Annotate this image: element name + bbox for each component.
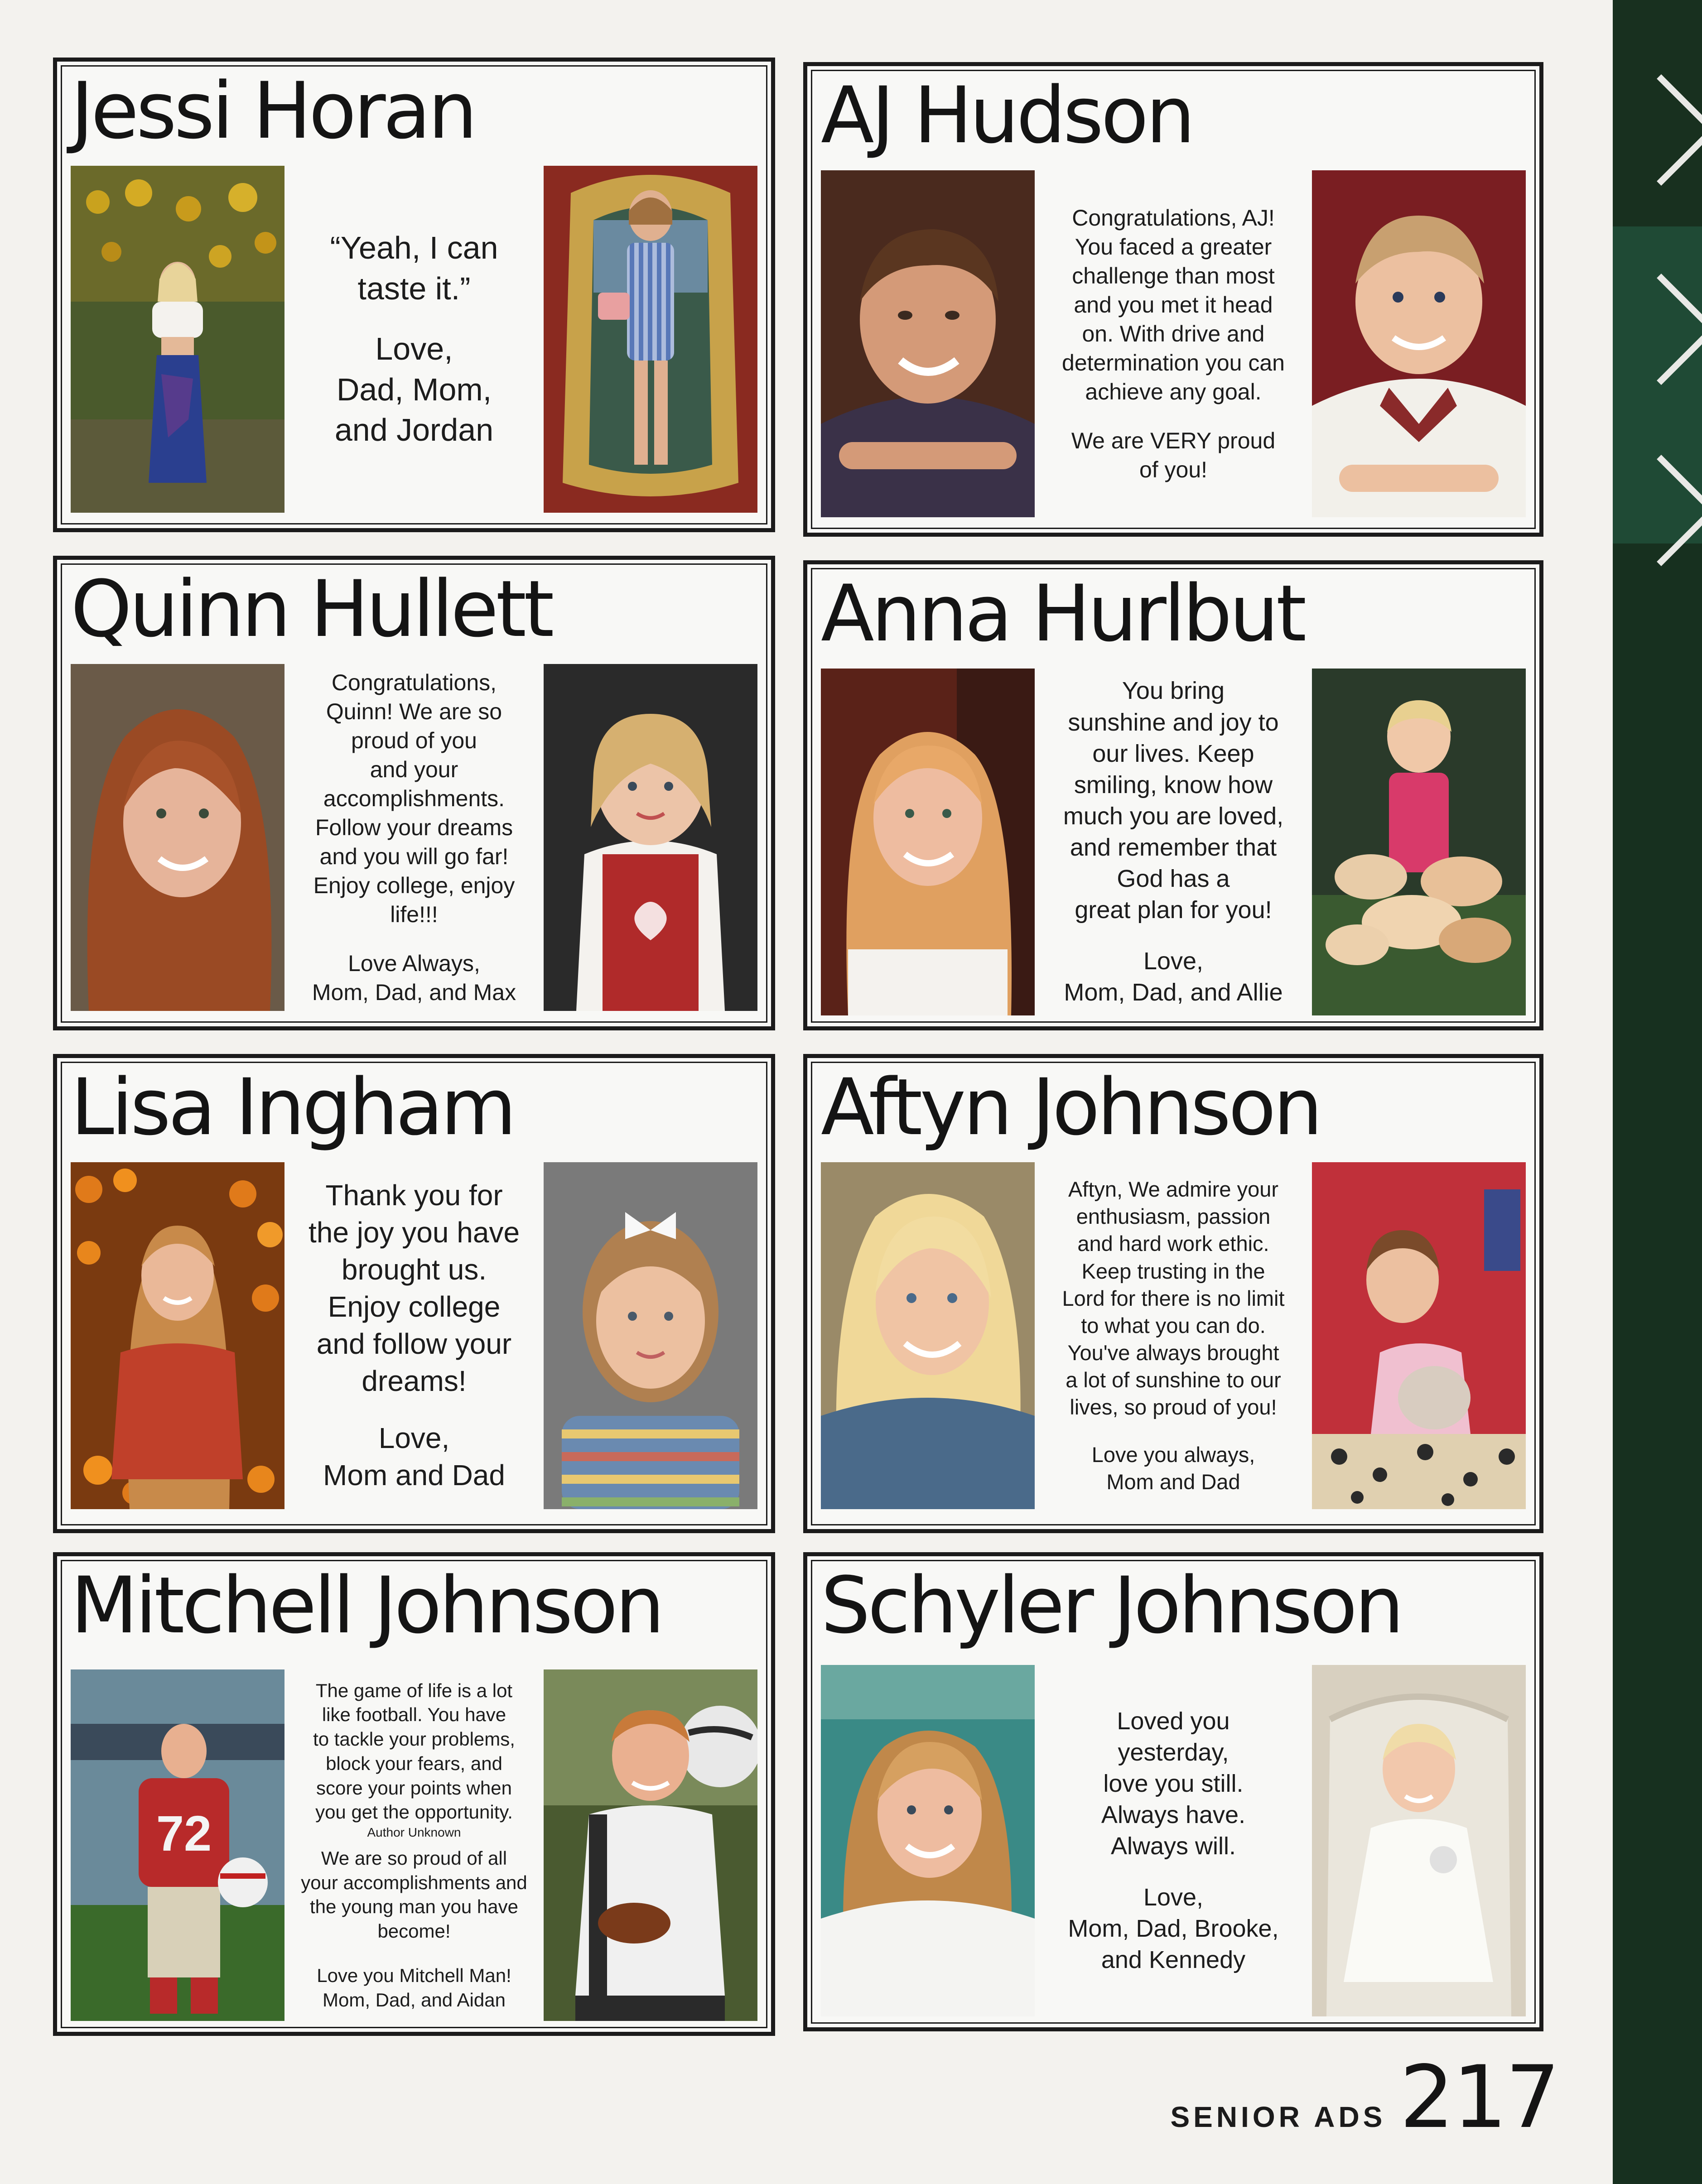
ad-message [1046,669,1300,1015]
ad-message [296,664,532,1011]
senior-photo [821,1162,1035,1509]
childhood-photo [544,1162,757,1509]
senior-name: Mitchell Johnson [71,1560,662,1651]
childhood-photo [1312,170,1526,517]
childhood-photo [1312,1665,1526,2016]
page-number: 217 [1399,2047,1558,2147]
message-signature: Love, Mom, Dad, Brooke, and Kennedy [1068,1884,1279,1974]
message-signature: Love Always, Mom, Dad, and Max [312,951,516,1005]
message-text: Aftyn, We admire your enthusiasm, passion and hard work ethic. Keep trusting in the Lord for there is no limit to what you can do. You've always brought a lot of sunshine to our lives, so proud of you! [1062,1177,1285,1419]
section-label: SENIOR ADS [1170,2101,1386,2133]
message-author: Author Unknown [367,1825,461,1840]
message-text-2: We are so proud of all your accomplishments and the young man you have become! [301,1847,527,1942]
message-text: Thank you for the joy you have brought us. Enjoy college and follow your dreams! [308,1179,520,1397]
senior-name: Quinn Hullett [71,563,552,654]
senior-ad-mitchell-johnson [53,1552,775,2036]
childhood-photo [1312,669,1526,1015]
message-text: You bring sunshine and joy to our lives. Keep smiling, know how much you are loved, and remember that God has a great plan for you! [1063,677,1284,924]
senior-photo [821,170,1035,517]
senior-photo [71,166,284,513]
message-signature: Love you always, Mom and Dad [1091,1442,1255,1494]
senior-name: AJ Hudson [821,70,1193,161]
senior-photo [71,664,284,1011]
senior-name: Aftyn Johnson [821,1062,1320,1153]
message-signature: Love, Dad, Mom, and Jordan [334,331,494,448]
senior-name: Schyler Johnson [821,1560,1402,1651]
book-spine [1613,0,1702,2184]
message-signature: We are VERY proud of you! [1071,428,1276,482]
message-signature: Love, Mom, Dad, and Allie [1064,948,1283,1006]
childhood-photo [544,664,757,1011]
ad-message [296,1669,532,2021]
senior-ad-aftyn-johnson [803,1054,1543,1533]
senior-photo [821,1665,1035,2016]
ad-message [1046,170,1300,517]
ad-message [1046,1162,1300,1509]
message-signature: Love, Mom and Dad [323,1421,505,1491]
jersey-number: 72 [156,1806,212,1862]
senior-ad-aj-hudson [803,62,1543,537]
senior-name: Jessi Horan [71,65,475,156]
senior-photo [821,669,1035,1015]
message-text: The game of life is a lot like football. You have to tackle your problems, block your fears, and score your points when you get the opportunity. [313,1679,515,1823]
senior-ad-quinn-hullett [53,556,775,1030]
senior-name: Lisa Ingham [71,1062,514,1153]
message-text: “Yeah, I can taste it.” [330,230,498,306]
senior-ad-anna-hurlbut [803,560,1543,1030]
senior-ad-jessi-horan [53,58,775,532]
message-text: Congratulations, AJ! You faced a greater challenge than most and you met it head on. With drive and determination you can achieve any goal. [1062,205,1285,404]
ad-message [1046,1665,1300,2016]
senior-ad-schyler-johnson [803,1552,1543,2031]
childhood-photo [1312,1162,1526,1509]
message-signature: Love you Mitchell Man! Mom, Dad, and Aidan [317,1964,511,2011]
ad-message [296,1162,532,1509]
message-text: Congratulations, Quinn! We are so proud of you and your accomplishments. Follow your dreams and you will go far! Enjoy college, enjoy life!!! [313,670,515,927]
childhood-photo [544,1669,757,2021]
senior-photo [71,1669,284,2021]
childhood-photo [544,166,757,513]
page-footer [1170,2047,1558,2147]
senior-name: Anna Hurlbut [821,568,1304,659]
message-text: Loved you yesterday, love you still. Always have. Always will. [1101,1707,1246,1860]
ad-message [296,166,532,513]
senior-ad-lisa-ingham [53,1054,775,1533]
senior-photo [71,1162,284,1509]
